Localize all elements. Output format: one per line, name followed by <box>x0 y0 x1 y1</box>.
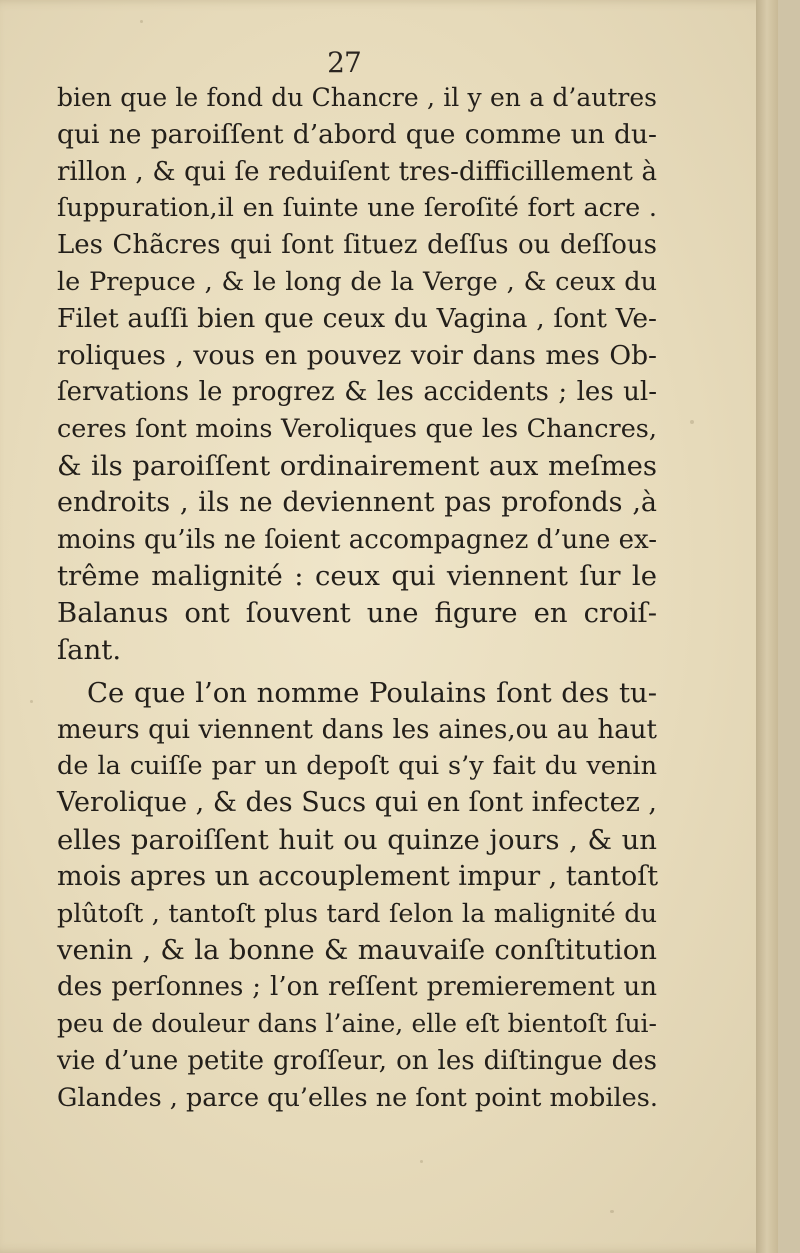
text-line: Glandes , parce qu’elles ne ſont point mobiles. <box>57 1082 658 1113</box>
text-line: & ils paroiſſent ordinairement aux meſmes <box>57 449 657 482</box>
text-line: le Prepuce , & le long de la Verge , & ceux du <box>57 266 657 297</box>
paper-speck <box>690 420 694 424</box>
text-line: rillon , & qui ſe reduiſent tres-difficillement à <box>57 156 657 187</box>
paper-speck <box>420 1160 423 1163</box>
paragraph-start-line: Ce que l’on nomme Poulains ſont des tu- <box>87 676 657 709</box>
text-line: ſervations le progrez & les accidents ; les ul- <box>57 377 657 408</box>
text-line: vie d’une petite groſſeur, on les diſtingue des <box>57 1045 657 1076</box>
paper-speck <box>610 1210 614 1213</box>
text-line: qui ne paroiſſent d’abord que comme un du- <box>57 118 657 150</box>
text-line: ceres ſont moins Veroliques que les Chancres, <box>57 414 657 445</box>
text-line: de la cuiſſe par un depoſt qui s’y fait du venin <box>57 751 657 782</box>
text-line: peu de douleur dans l’aine, elle eſt bientoſt ſui- <box>57 1008 657 1038</box>
text-line: roliques , vous en pouvez voir dans mes Ob- <box>57 339 657 371</box>
text-line: elles paroiſſent huit ou quinze jours , & un <box>57 823 657 856</box>
text-line: bien que le fond du Chancre , il y en a d’autres <box>57 83 657 112</box>
text-line: venin , & la bonne & mauvaiſe conſtitution <box>57 934 657 967</box>
body-text <box>57 80 657 1116</box>
text-line: Les Chãcres qui ſont ſituez deſſus ou deſſous <box>57 230 657 261</box>
page-edge <box>756 0 778 1253</box>
paper-speck <box>30 700 33 703</box>
text-line: Balanus ont ſouvent une figure en croiſ- <box>57 597 657 630</box>
text-line: Filet auſſi bien que ceux du Vagina , ſont Ve- <box>57 302 657 334</box>
text-line: moins qu’ils ne ſoient accompagnez d’une ex- <box>57 524 657 555</box>
text-line: plûtoſt , tantoſt plus tard ſelon la malignité du <box>57 898 657 929</box>
paper-speck <box>140 20 143 23</box>
text-line: Verolique , & des Sucs qui en ſont infectez , <box>57 787 657 819</box>
text-line: ſuppuration,il en ſuinte une ſeroſité fort acre . <box>57 193 657 224</box>
text-line: endroits , ils ne deviennent pas profonds ,à <box>57 486 657 518</box>
text-line: ſant. <box>57 633 122 666</box>
text-line: trême malignité : ceux qui viennent ſur le <box>57 560 657 593</box>
page-number: 27 <box>327 46 361 79</box>
text-line: mois apres un accouplement impur , tantoſt <box>57 860 659 892</box>
text-line: meurs qui viennent dans les aines,ou au haut <box>57 714 657 745</box>
text-line: des perſonnes ; l’on reſſent premierement un <box>57 972 657 1003</box>
